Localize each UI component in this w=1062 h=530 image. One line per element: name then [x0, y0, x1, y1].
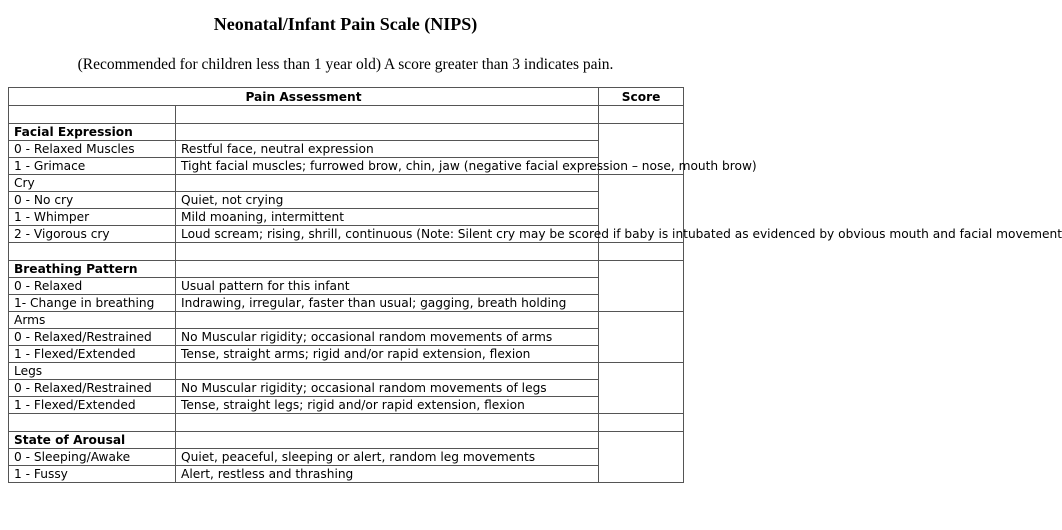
spacer-row — [9, 414, 684, 432]
level-cell: 0 - No cry — [9, 192, 176, 209]
table-row — [9, 278, 684, 295]
description-cell: No Muscular rigidity; occasional random movements of arms — [176, 329, 599, 346]
description-cell: Mild moaning, intermittent — [176, 209, 599, 226]
nips-table — [8, 87, 1062, 483]
table-row — [9, 466, 684, 483]
table-row — [9, 449, 684, 466]
table-row — [9, 295, 684, 312]
table-header-row — [9, 88, 684, 106]
score-cell-arms[interactable] — [599, 312, 684, 363]
level-cell: 2 - Vigorous cry — [9, 226, 176, 243]
level-cell: 0 - Relaxed/Restrained — [9, 380, 176, 397]
header-score: Score — [599, 88, 684, 106]
description-cell: Quiet, peaceful, sleeping or alert, random leg movements — [176, 449, 599, 466]
score-cell-arousal[interactable] — [599, 432, 684, 483]
description-cell: Tense, straight legs; rigid and/or rapid extension, flexion — [176, 397, 599, 414]
section-legs — [9, 363, 684, 380]
level-cell: 0 - Relaxed Muscles — [9, 141, 176, 158]
description-cell: Restful face, neutral expression — [176, 141, 599, 158]
description-cell: Tight facial muscles; furrowed brow, chin, jaw (negative facial expression – nose, mouth brow) — [176, 158, 599, 175]
table-row — [9, 158, 684, 175]
page-subtitle: (Recommended for children less than 1 year old) A score greater than 3 indicates pain. — [77, 56, 614, 73]
table-row — [9, 192, 684, 209]
section-heading: Facial Expression — [9, 124, 176, 141]
section-state-of-arousal — [9, 432, 684, 449]
description-cell: Alert, restless and thrashing — [176, 466, 599, 483]
level-cell: 1 - Whimper — [9, 209, 176, 226]
table-row — [9, 141, 684, 158]
score-cell-breathing[interactable] — [599, 261, 684, 312]
description-cell: Indrawing, irregular, faster than usual; gagging, breath holding — [176, 295, 599, 312]
spacer-row — [9, 106, 684, 124]
spacer-row — [9, 243, 684, 261]
table-row — [9, 226, 684, 243]
table-row — [9, 380, 684, 397]
section-facial-expression — [9, 124, 684, 141]
description-cell: Tense, straight arms; rigid and/or rapid extension, flexion — [176, 346, 599, 363]
section-heading: Breathing Pattern — [9, 261, 176, 278]
level-cell: 1 - Flexed/Extended — [9, 397, 176, 414]
description-cell: Quiet, not crying — [176, 192, 599, 209]
header-pain-assessment: Pain Assessment — [9, 88, 599, 106]
table-row — [9, 329, 684, 346]
level-cell: 1- Change in breathing — [9, 295, 176, 312]
table-row — [9, 346, 684, 363]
table-row — [9, 397, 684, 414]
description-cell: No Muscular rigidity; occasional random movements of legs — [176, 380, 599, 397]
section-heading: Arms — [9, 312, 176, 329]
score-cell-legs[interactable] — [599, 363, 684, 414]
level-cell: 1 - Flexed/Extended — [9, 346, 176, 363]
level-cell: 0 - Sleeping/Awake — [9, 449, 176, 466]
section-heading: State of Arousal — [9, 432, 176, 449]
level-cell: 1 - Fussy — [9, 466, 176, 483]
section-breathing-pattern — [9, 261, 684, 278]
section-cry — [9, 175, 684, 192]
section-arms — [9, 312, 684, 329]
table-row — [9, 209, 684, 226]
section-heading: Legs — [9, 363, 176, 380]
description-cell: Usual pattern for this infant — [176, 278, 599, 295]
level-cell: 1 - Grimace — [9, 158, 176, 175]
level-cell: 0 - Relaxed/Restrained — [9, 329, 176, 346]
page-title: Neonatal/Infant Pain Scale (NIPS) — [213, 14, 478, 34]
level-cell: 0 - Relaxed — [9, 278, 176, 295]
description-cell: Loud scream; rising, shrill, continuous (Note: Silent cry may be scored if baby is intubated as evidenced by obvious mouth and facial movement — [176, 226, 599, 243]
section-heading: Cry — [9, 175, 176, 192]
